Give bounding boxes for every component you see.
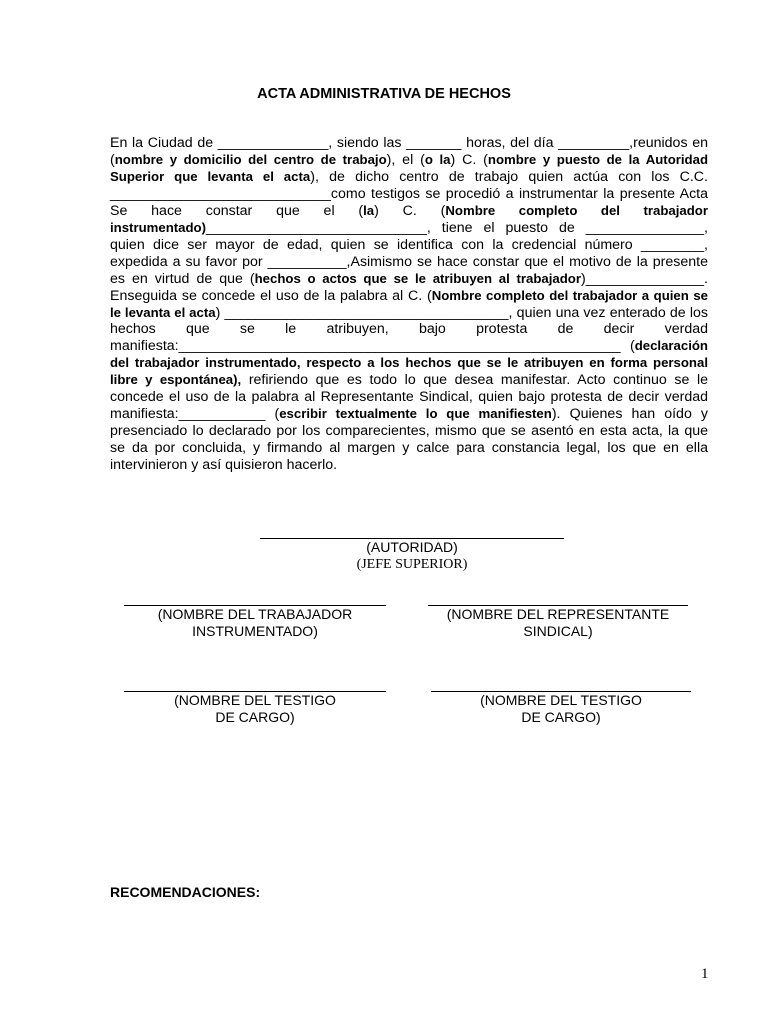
bold-placeholder-text: Nombre completo del trabajador instrumentado)	[110, 202, 708, 235]
body-text-segment: En la Ciudad de ______________, siendo las _______ horas, del día _________,reunidos en (	[110, 135, 708, 168]
body-text-segment: ) C. (	[450, 151, 488, 168]
body-text-segment: )_______________. Enseguida se concede el uso de la palabra al C. (	[110, 270, 708, 304]
body-text-segment: ). Quienes han oído y presenciado lo declarado por los comparecientes, mismo que se asentó en esta acta, la que se da por concluida, y firmando al margen y calce para constancia legal, los que en ella intervinieron y así quisieron hacerlo.	[110, 406, 708, 474]
signature-block-representative	[420, 605, 696, 640]
document-title: ACTA ADMINISTRATIVA DE HECHOS	[257, 86, 511, 102]
signature-label-witness-1: (NOMBRE DEL TESTIGO	[174, 692, 336, 708]
bold-placeholder-text: Nombre completo del trabajador a quien se le levanta el acta	[110, 287, 708, 320]
bold-placeholder-text: nombre y puesto de la Autoridad Superior que levanta el acta	[110, 151, 708, 184]
body-text-segment: ) C. (	[374, 202, 446, 219]
body-text-segment: refiriendo que es todo lo que desea manifestar. Acto continuo se le concede el uso de la palabra al Representante Sindical, quien bajo protesta de decir verdad manifiesta:___________ (	[110, 372, 709, 423]
body-text-segment: ), de dicho centro de trabajo quien actúa con los C.C. ____________________________como testigos se procedió a instrumentar la presente Acta Se hace constar que el (	[110, 168, 708, 219]
body-text-segment: ) ____________________________________, quien una vez enterado de los hechos que se le atribuyen, bajo protesta de decir verdad manifiesta:________________________________________________________ (	[110, 304, 708, 355]
bold-placeholder-text: hechos o actos que se le atribuyen al trabajador	[254, 270, 581, 286]
recommendations-heading: RECOMENDACIONES:	[110, 884, 261, 900]
signature-block-witness-1	[120, 691, 390, 726]
signature-block-authority	[260, 538, 564, 573]
body-text-segment: ____________________________, tiene el puesto de _______________, quien dice ser mayor de edad, quien se identifica con la credencial número ________, expedida a su favor por __________,Asimismo se hace constar que el motivo de la presente es en virtud de que (	[110, 219, 708, 287]
bold-placeholder-text: declaración del trabajador instrumentado, respecto a los hechos que se le atribuyen en forma personal libre y espontánea),	[110, 338, 708, 388]
bold-placeholder-text: la	[363, 202, 375, 218]
page-number: 1	[701, 966, 709, 982]
act-body-paragraph	[110, 135, 708, 474]
bold-placeholder-text: o la	[424, 151, 451, 167]
bold-placeholder-text: nombre y domicilio del centro de trabajo	[114, 151, 387, 167]
signature-sublabel-worker: INSTRUMENTADO)	[192, 623, 318, 639]
bold-placeholder-text: escribir textualmente lo que manifiesten	[279, 406, 552, 422]
signature-label-authority: (AUTORIDAD)	[366, 539, 458, 555]
signature-block-worker	[120, 605, 390, 640]
signature-sublabel-authority: (JEFE SUPERIOR)	[356, 557, 468, 572]
signature-sublabel-representative: SINDICAL)	[523, 623, 593, 639]
signature-label-witness-2: (NOMBRE DEL TESTIGO	[480, 692, 642, 708]
signature-sublabel-witness-2: DE CARGO)	[521, 709, 601, 725]
signature-label-worker: (NOMBRE DEL TRABAJADOR	[157, 606, 353, 622]
signature-block-witness-2	[426, 691, 696, 726]
signature-sublabel-witness-1: DE CARGO)	[215, 709, 295, 725]
signature-label-representative: (NOMBRE DEL REPRESENTANTE	[446, 606, 670, 622]
body-text-segment: ), el (	[386, 151, 425, 168]
